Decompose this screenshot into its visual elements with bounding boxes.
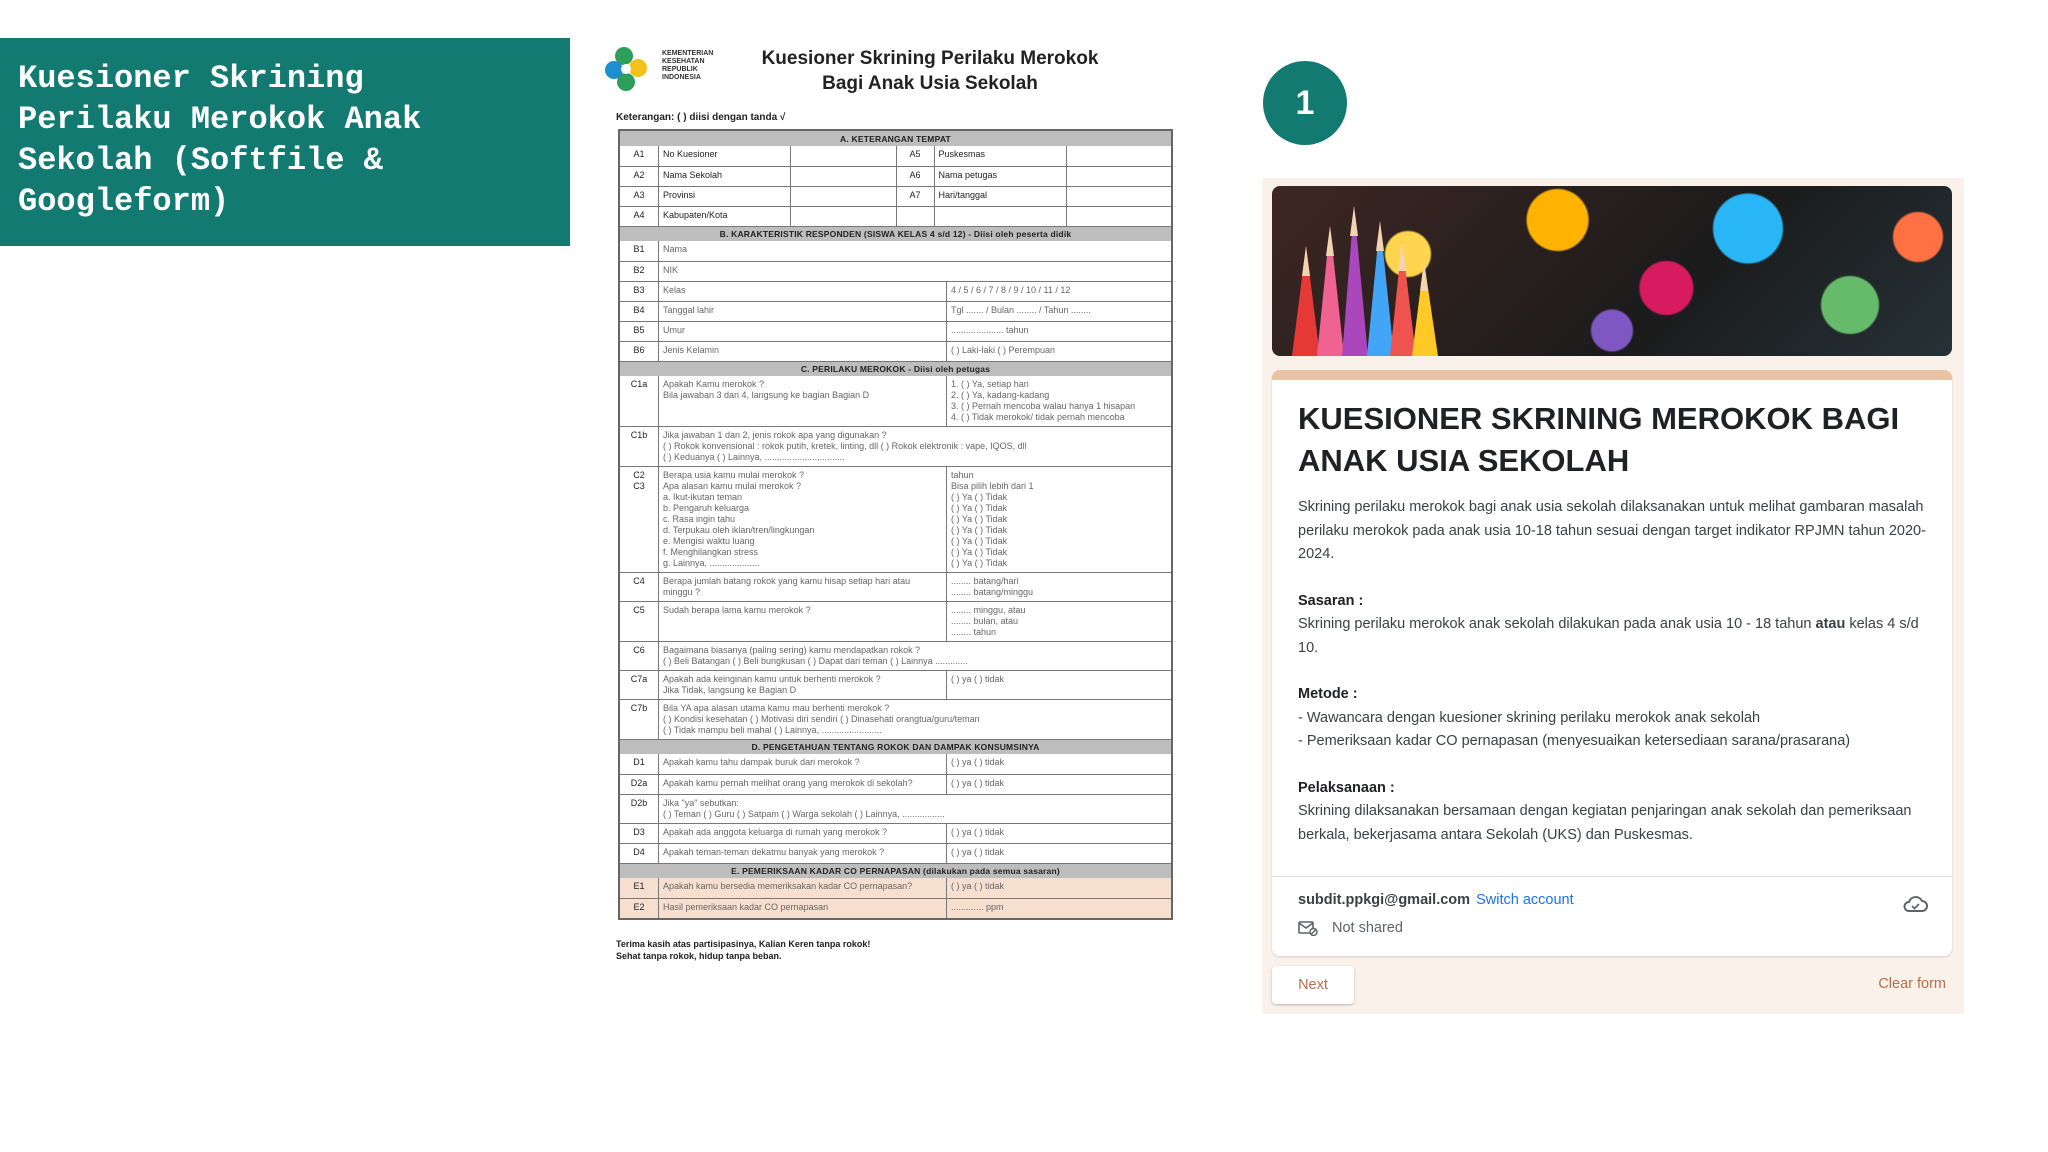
paper-form-table [618, 129, 1173, 920]
table-row [620, 321, 1171, 341]
row-answer: ( ) ya ( ) tidak [946, 878, 1171, 898]
title-banner [0, 38, 570, 246]
sasaran-bold: atau [1815, 616, 1846, 632]
row-code: D2b [630, 798, 648, 808]
table-row [620, 699, 1171, 739]
row-label: Provinsi [658, 187, 790, 206]
table-row [620, 301, 1171, 321]
table-row [620, 843, 1171, 863]
metode-item: - Wawancara dengan kuesioner skrining perilaku merokok anak sekolah [1298, 709, 1761, 726]
section-e-header: E. PEMERIKSAAN KADAR CO PERNAPASAN (dilakukan pada semua sasaran) [620, 863, 1171, 878]
row-question: Umur [658, 322, 946, 341]
row-value [1066, 167, 1172, 186]
row-question: Kelas [658, 282, 946, 301]
row-question: Jika "ya" sebutkan: ( ) Teman ( ) Guru ( ) Satpam ( ) Warga sekolah ( ) Lainnya, ................. [658, 795, 1171, 823]
row-question: Bagaimana biasanya (paling sering) kamu mendapatkan rokok ? ( ) Beli Batangan ( ) Beli bungkusan ( ) Dapat dari teman ( ) Lainnya ............. [658, 642, 1171, 670]
row-code: A1 [633, 149, 645, 159]
row-answer: ( ) ya ( ) tidak [946, 824, 1171, 843]
table-row [620, 341, 1171, 361]
row-code: C1a [630, 379, 648, 389]
cloud-saved-icon [1902, 894, 1928, 914]
banner-title: Kuesioner Skrining Perilaku Merokok Anak Sekolah (Softfile & Googleform) [18, 60, 422, 220]
section-d-header: D. PENGETAHUAN TENTANG ROKOK DAN DAMPAK KONSUMSINYA [620, 739, 1171, 754]
row-question: Jenis Kelamin [658, 342, 946, 361]
table-row [620, 186, 1171, 206]
row-question: Berapa usia kamu mulai merokok ? Apa alasan kamu mulai merokok ? a. Ikut-ikutan teman b. Pengaruh keluarga c. Rasa ingin tahu d. Terpukau oleh iklan/tren/lingkungan e. Mengisi waktu luang f. Menghilangkan stress g. Lainnya, .................... [658, 467, 946, 572]
table-row [620, 166, 1171, 186]
row-code: C1b [630, 430, 648, 440]
row-code: A2 [633, 170, 645, 180]
row-code: C6 [633, 645, 645, 655]
row-code: A3 [633, 190, 645, 200]
form-metode [1298, 683, 1934, 754]
row-question: Jika jawaban 1 dan 2, jenis rokok apa yang digunakan ? ( ) Rokok konvensional : rokok putih, kretek, linting, dll ( ) Rokok elektronik : vape, IQOS, dll ( ) Keduanya ( ) Lainnya, ................................ [658, 427, 1171, 466]
row-question: NIK [658, 262, 1171, 281]
row-code: D3 [633, 827, 645, 837]
row-question: Berapa jumlah batang rokok yang kamu hisap setiap hari atau minggu ? [658, 573, 946, 601]
table-row [620, 774, 1171, 794]
row-answer: tahun Bisa pilih lebih dari 1 ( ) Ya ( ) Tidak ( ) Ya ( ) Tidak ( ) Ya ( ) Tidak ( ) Ya ( ) Tidak ( ) Ya ( ) Tidak ( ) Ya ( ) Tidak ( ) Ya ( ) Tidak [946, 467, 1171, 572]
sasaran-text-1: Skrining perilaku merokok anak sekolah dilakukan pada anak usia 10 - 18 tahun [1298, 616, 1816, 632]
row-value [790, 146, 896, 166]
paper-header [600, 42, 1180, 100]
row-answer: ( ) Laki-laki ( ) Perempuan [946, 342, 1171, 361]
row-code: D1 [633, 757, 645, 767]
table-row [620, 261, 1171, 281]
row-code [896, 207, 934, 226]
section-a-header: A. KETERANGAN TEMPAT [620, 131, 1171, 146]
row-label: Nama Sekolah [658, 167, 790, 186]
row-question: Tanggal lahir [658, 302, 946, 321]
row-label: Kabupaten/Kota [658, 207, 790, 226]
table-row [620, 281, 1171, 301]
table-row [620, 466, 1171, 572]
form-title: KUESIONER SKRINING MEROKOK BAGI ANAK USIA SEKOLAH [1298, 401, 1900, 478]
not-shared-icon [1298, 920, 1318, 936]
row-answer: ........ batang/hari ........ batang/minggu [946, 573, 1171, 601]
next-button[interactable]: Next [1272, 966, 1354, 1004]
section-c-header: C. PERILAKU MEROKOK - Diisi oleh petugas [620, 361, 1171, 376]
paper-questionnaire [600, 42, 1180, 1112]
row-code: B6 [633, 345, 645, 355]
form-banner-image [1272, 186, 1952, 356]
google-form [1262, 178, 1964, 1014]
row-code: D2a [630, 778, 648, 788]
table-row [620, 670, 1171, 699]
row-answer: ..................... tahun [946, 322, 1171, 341]
account-info [1298, 892, 1574, 908]
row-answer: ( ) ya ( ) tidak [946, 775, 1171, 794]
row-answer: ( ) ya ( ) tidak [946, 671, 1171, 699]
section-b-header: B. KARAKTERISTIK RESPONDEN (SISWA KELAS 4 s/d 12) - Diisi oleh peserta didik [620, 226, 1171, 241]
not-shared-status [1298, 920, 1403, 936]
row-answer: ( ) ya ( ) tidak [946, 754, 1171, 774]
row-value [1066, 146, 1172, 166]
row-answer: ........ minggu, atau ........ bulan, atau ........ tahun [946, 602, 1171, 641]
row-code: B5 [633, 325, 645, 335]
sasaran-heading: Sasaran : [1298, 592, 1364, 609]
paper-title: Kuesioner Skrining Perilaku Merokok Bagi Anak Usia Sekolah [761, 48, 1099, 94]
form-pelaksanaan [1298, 777, 1934, 848]
row-code: D4 [633, 847, 645, 857]
row-answer: 4 / 5 / 6 / 7 / 8 / 9 / 10 / 11 / 12 [946, 282, 1171, 301]
metode-item: - Pemeriksaan kadar CO pernapasan (menyesuaikan ketersediaan sarana/prasarana) [1298, 733, 1851, 749]
form-description [1298, 496, 1934, 870]
row-value [790, 207, 896, 226]
row-value [1066, 207, 1172, 226]
row-code: A7 [896, 187, 934, 206]
row-code: E1 [633, 881, 645, 891]
row-code: E2 [633, 902, 645, 912]
row-code: C4 [633, 576, 645, 586]
table-row [620, 823, 1171, 843]
row-question: Apakah Kamu merokok ? Bila jawaban 3 dan 4, langsung ke bagian Bagian D [658, 376, 946, 426]
clear-form-button[interactable]: Clear form [1878, 976, 1946, 992]
row-code: C5 [633, 605, 645, 615]
row-question: Nama [658, 241, 1171, 261]
row-question: Hasil pemeriksaan kadar CO pernapasan [658, 899, 946, 918]
row-answer: Tgl ....... / Bulan ........ / Tahun ........ [946, 302, 1171, 321]
step-badge: 1 [1263, 61, 1347, 145]
row-question: Apakah ada anggota keluarga di rumah yang merokok ? [658, 824, 946, 843]
row-answer: ............. ppm [946, 899, 1171, 918]
account-email: subdit.ppkgi@gmail.com [1298, 892, 1471, 908]
row-code: A5 [896, 146, 934, 166]
row-label: Nama petugas [934, 167, 1066, 186]
row-code: C7b [630, 703, 648, 713]
form-intro: Skrining perilaku merokok bagi anak usia sekolah dilaksanakan untuk melihat gambaran masalah perilaku merokok pada anak usia 10-18 tahun sesuai dengan target indikator RPJMN tahun 2020-2024. [1298, 499, 1926, 562]
ministry-name: KEMENTERIAN KESEHATAN REPUBLIK INDONESIA [662, 50, 714, 81]
table-row [620, 572, 1171, 601]
row-code: A4 [633, 210, 645, 220]
table-row [620, 426, 1171, 466]
row-label [934, 207, 1066, 226]
not-shared-label: Not shared [1332, 920, 1403, 936]
row-code: B4 [633, 305, 645, 315]
row-code: B3 [633, 285, 645, 295]
row-label: No Kuesioner [658, 146, 790, 166]
paper-footer: Terima kasih atas partisipasinya, Kalian Keren tanpa rokok! Sehat tanpa rokok, hidup tanpa beban. [616, 939, 871, 961]
row-question: Apakah ada keinginan kamu untuk berhenti merokok ? Jika Tidak, langsung ke Bagian D [658, 671, 946, 699]
row-code: C2 C3 [633, 470, 645, 491]
row-code: B1 [633, 244, 645, 254]
table-row [620, 206, 1171, 226]
table-row [620, 241, 1171, 261]
table-row [620, 878, 1171, 898]
metode-heading: Metode : [1298, 686, 1358, 702]
row-question: Apakah kamu pernah melihat orang yang merokok di sekolah? [658, 775, 946, 794]
row-value [1066, 187, 1172, 206]
form-sasaran [1298, 590, 1934, 661]
row-code: B2 [633, 265, 645, 275]
row-question: Apakah kamu tahu dampak buruk dari merokok ? [658, 754, 946, 774]
table-row [620, 146, 1171, 166]
pelaksanaan-heading: Pelaksanaan : [1298, 779, 1395, 796]
paper-keterangan: Keterangan: ( ) diisi dengan tanda √ [616, 112, 786, 123]
row-answer: 1. ( ) Ya, setiap hari 2. ( ) Ya, kadang-kadang 3. ( ) Pernah mencoba walau hanya 1 hisapan 4. ( ) Tidak merokok/ tidak pernah mencoba [946, 376, 1171, 426]
colored-pencils-image [1272, 186, 1472, 356]
table-row [620, 898, 1171, 918]
row-value [790, 187, 896, 206]
form-header-card [1272, 370, 1952, 956]
table-row [620, 794, 1171, 823]
row-code: A6 [896, 167, 934, 186]
pelaksanaan-text: Skrining dilaksanakan bersamaan dengan kegiatan penjaringan anak sekolah dan pemeriksaan berkala, bekerjasama antara Sekolah (UKS) dan Puskesmas. [1298, 803, 1912, 843]
kemenkes-logo-icon [602, 42, 658, 98]
table-row [620, 376, 1171, 426]
row-code: C7a [630, 674, 648, 684]
row-question: Bila YA apa alasan utama kamu mau berhenti merokok ? ( ) Kondisi kesehatan ( ) Motivasi diri sendiri ( ) Dinasehati orangtua/guru/teman ( ) Tidak mampu beli mahal ( ) Lainnya, ........................ [658, 700, 1171, 739]
table-row [620, 601, 1171, 641]
row-question: Sudah berapa lama kamu merokok ? [658, 602, 946, 641]
row-label: Hari/tanggal [934, 187, 1066, 206]
sasaran-text-2: kelas 4 s/d 10. [1298, 616, 1919, 656]
table-row [620, 641, 1171, 670]
table-row [620, 754, 1171, 774]
row-label: Puskesmas [934, 146, 1066, 166]
row-answer: ( ) ya ( ) tidak [946, 844, 1171, 863]
row-question: Apakah kamu bersedia memeriksakan kadar CO pernapasan? [658, 878, 946, 898]
row-value [790, 167, 896, 186]
card-divider [1272, 876, 1952, 877]
switch-account-link[interactable]: Switch account [1476, 892, 1574, 908]
row-question: Apakah teman-teman dekatmu banyak yang merokok ? [658, 844, 946, 863]
